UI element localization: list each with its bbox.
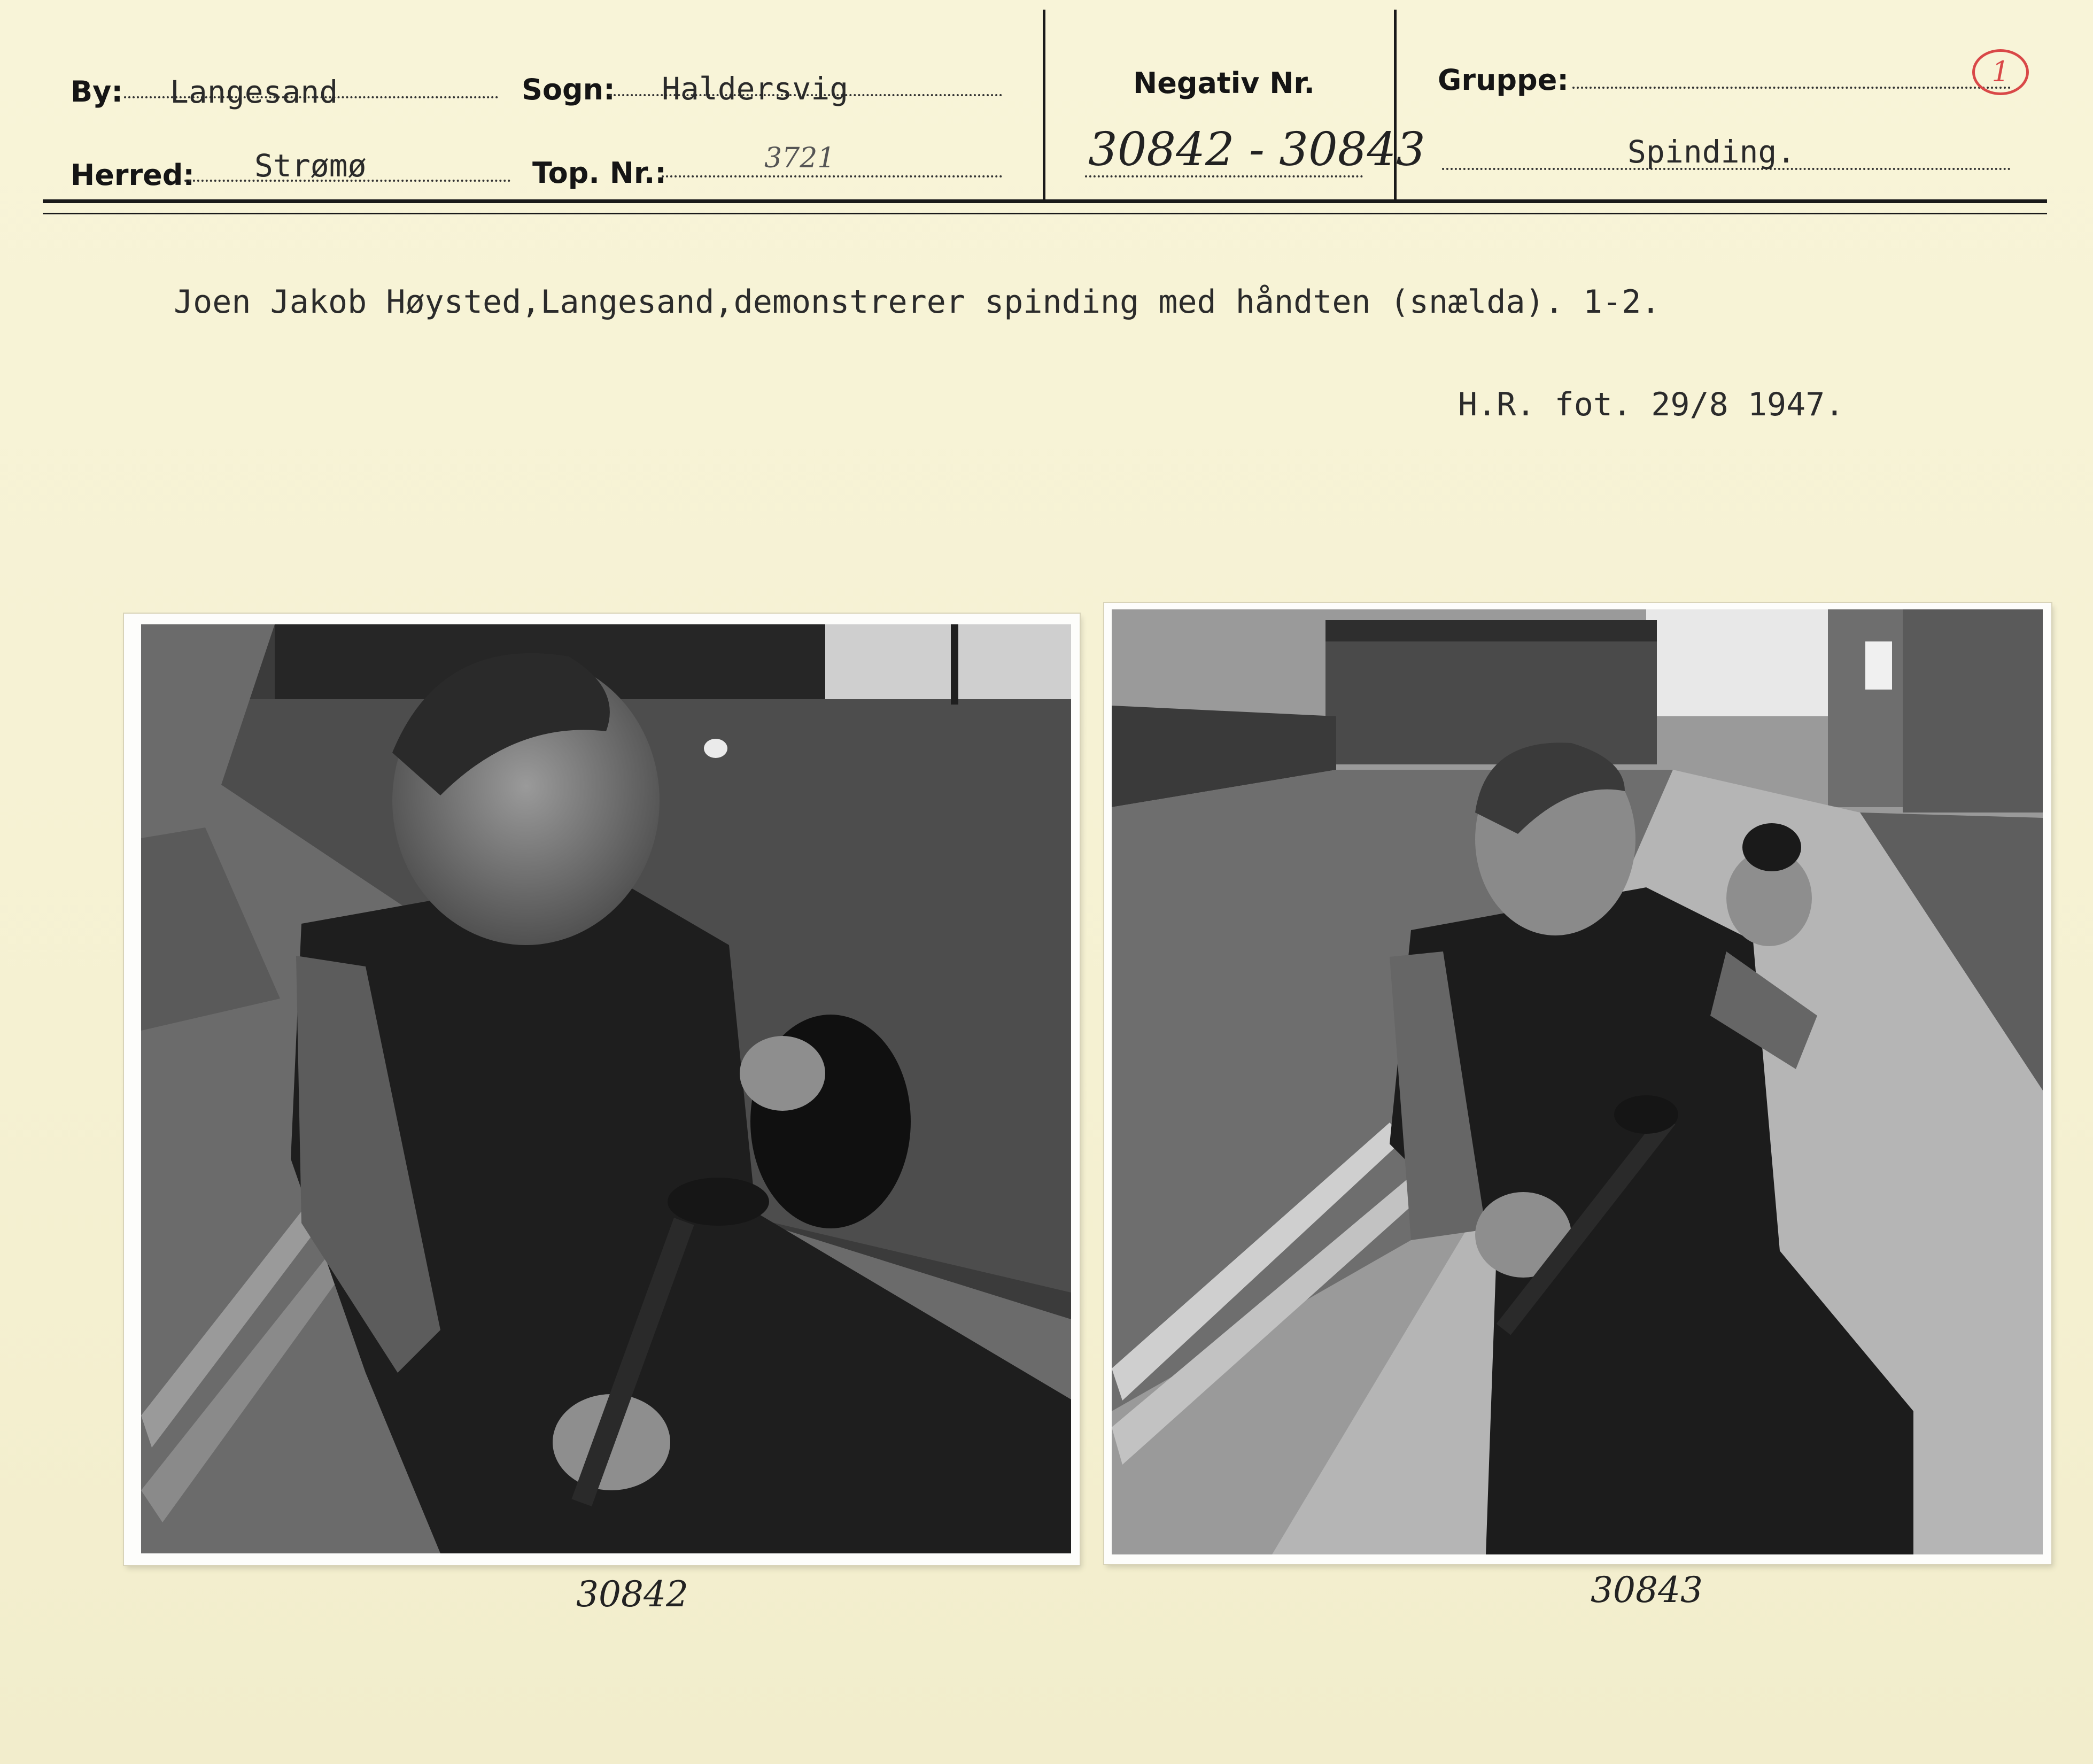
by-label: By: <box>71 75 123 109</box>
gruppe-badge: 1 <box>1972 49 2029 95</box>
photo-number-1: 30842 <box>576 1574 688 1615</box>
photographer-credit: H.R. fot. 29/8 1947. <box>1458 386 1844 423</box>
gruppe-value: Spinding. <box>1627 134 1796 170</box>
gruppe-dotted-line-1 <box>1572 87 2011 89</box>
top-nr-label: Top. Nr.: <box>532 156 666 190</box>
herred-label: Herred: <box>71 158 195 192</box>
header-bottom-rule-thin <box>43 213 2047 214</box>
header-divider-1 <box>1043 10 1045 202</box>
herred-value: Strømø <box>254 148 367 184</box>
photo-1 <box>141 624 1071 1553</box>
sogn-value: Haldersvig <box>662 71 849 107</box>
gruppe-label: Gruppe: <box>1438 63 1569 97</box>
negativ-value: 30842 - 30843 <box>1088 123 1425 176</box>
top-nr-dotted-line <box>662 175 1002 177</box>
top-nr-value: 3721 <box>764 142 835 174</box>
description-caption: Joen Jakob Høysted,Langesand,demonstrerer spinding med håndten (snælda). 1-2. <box>174 283 1661 321</box>
by-value: Langesand <box>170 74 338 110</box>
photo-number-2: 30843 <box>1591 1569 1703 1611</box>
negativ-label: Negativ Nr. <box>1133 66 1315 100</box>
sogn-label: Sogn: <box>522 73 615 106</box>
photo-2 <box>1112 609 2043 1554</box>
